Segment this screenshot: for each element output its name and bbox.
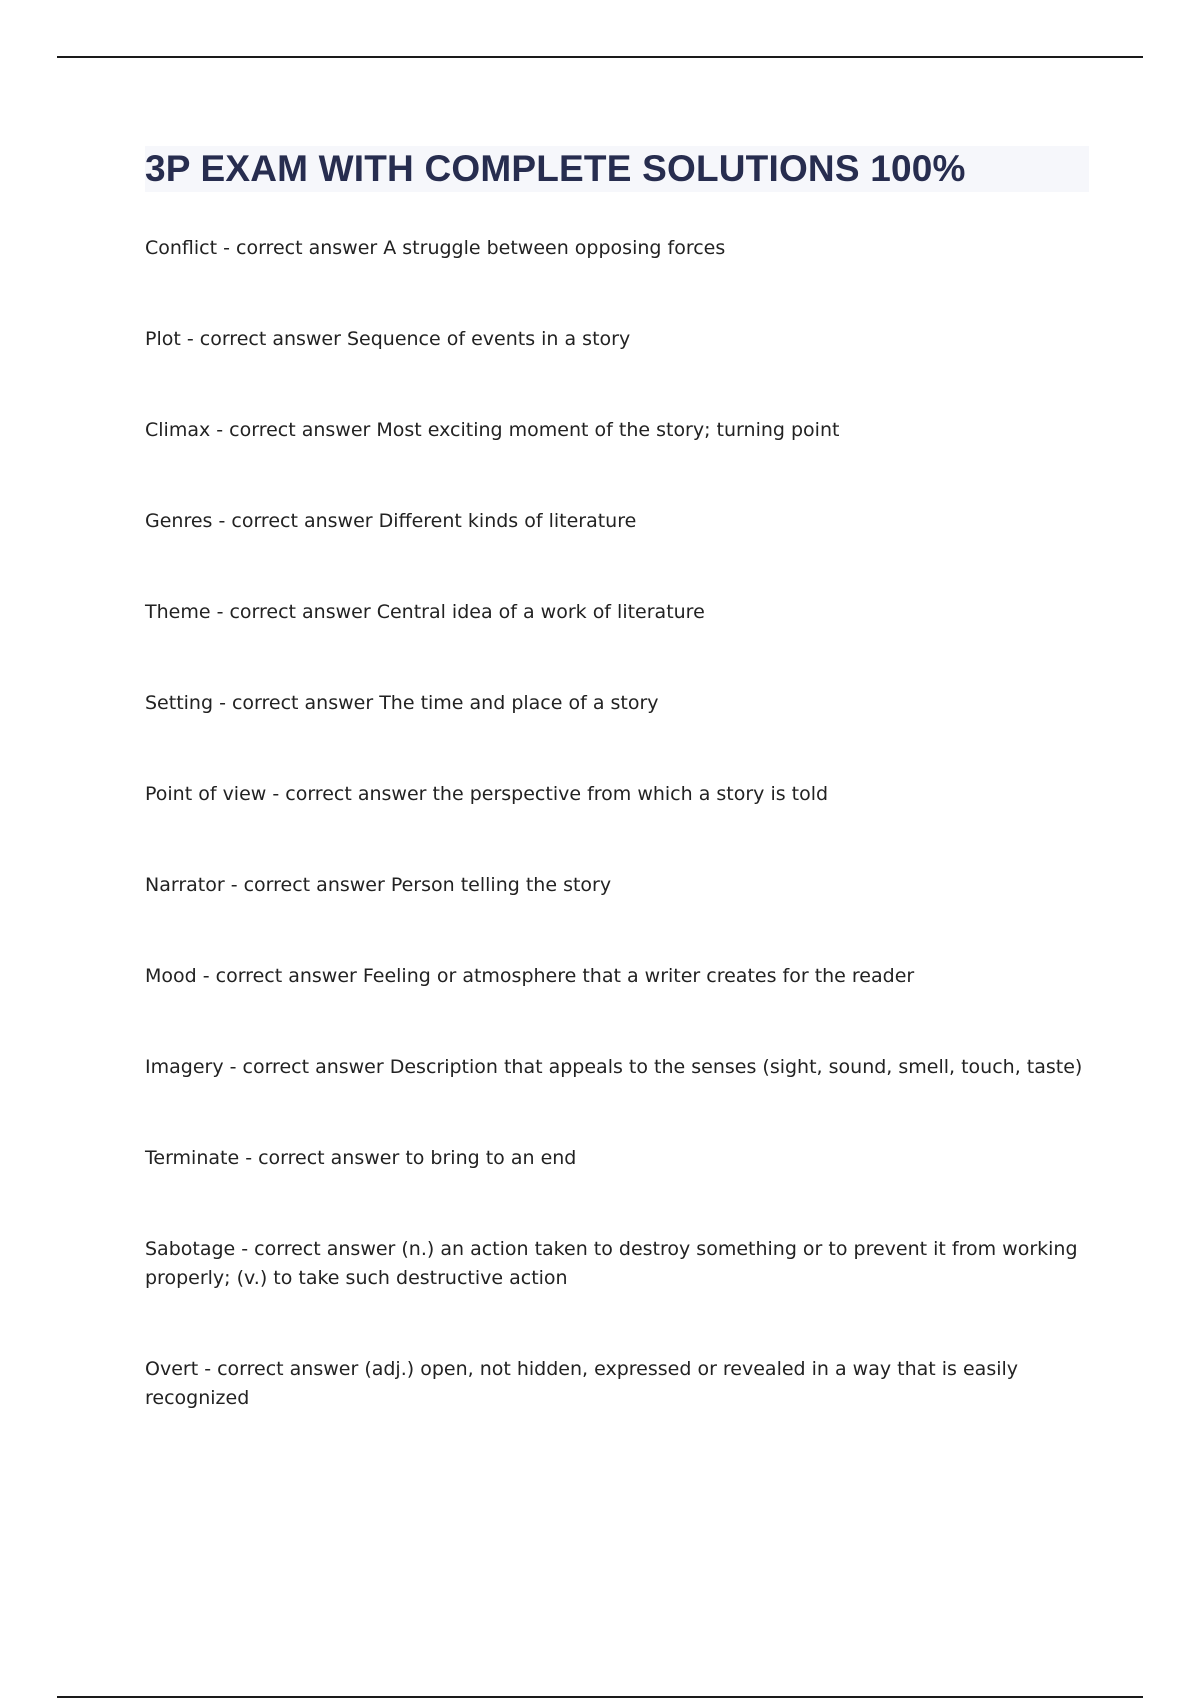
entry-overt: Overt - correct answer (adj.) open, not hidden, expressed or revealed in a way that is easily recognized bbox=[145, 1358, 1019, 1409]
document-body bbox=[145, 146, 1089, 1413]
header-rule bbox=[57, 56, 1143, 58]
entry-terminate: Terminate - correct answer to bring to an end bbox=[145, 1147, 577, 1169]
entry-mood: Mood - correct answer Feeling or atmosphere that a writer creates for the reader bbox=[145, 965, 915, 987]
entry-narrator: Narrator - correct answer Person telling the story bbox=[145, 874, 612, 896]
entry-theme: Theme - correct answer Central idea of a work of literature bbox=[145, 601, 705, 623]
entry-list bbox=[145, 234, 1089, 1413]
entry-conflict: Conflict - correct answer A struggle between opposing forces bbox=[145, 237, 726, 259]
entry-sabotage: Sabotage - correct answer (n.) an action taken to destroy something or to prevent it from working properly; (v.) to take such destructive action bbox=[145, 1238, 1078, 1289]
title-band bbox=[145, 146, 1089, 192]
entry-setting: Setting - correct answer The time and place of a story bbox=[145, 692, 659, 714]
document-title: 3P EXAM WITH COMPLETE SOLUTIONS 100% bbox=[145, 148, 966, 189]
entry-climax: Climax - correct answer Most exciting moment of the story; turning point bbox=[145, 419, 840, 441]
entry-point-of-view: Point of view - correct answer the perspective from which a story is told bbox=[145, 783, 829, 805]
entry-imagery: Imagery - correct answer Description that appeals to the senses (sight, sound, smell, touch, taste) bbox=[145, 1056, 1083, 1078]
entry-genres: Genres - correct answer Different kinds of literature bbox=[145, 510, 637, 532]
entry-plot: Plot - correct answer Sequence of events in a story bbox=[145, 328, 631, 350]
footer-rule bbox=[57, 1696, 1143, 1698]
